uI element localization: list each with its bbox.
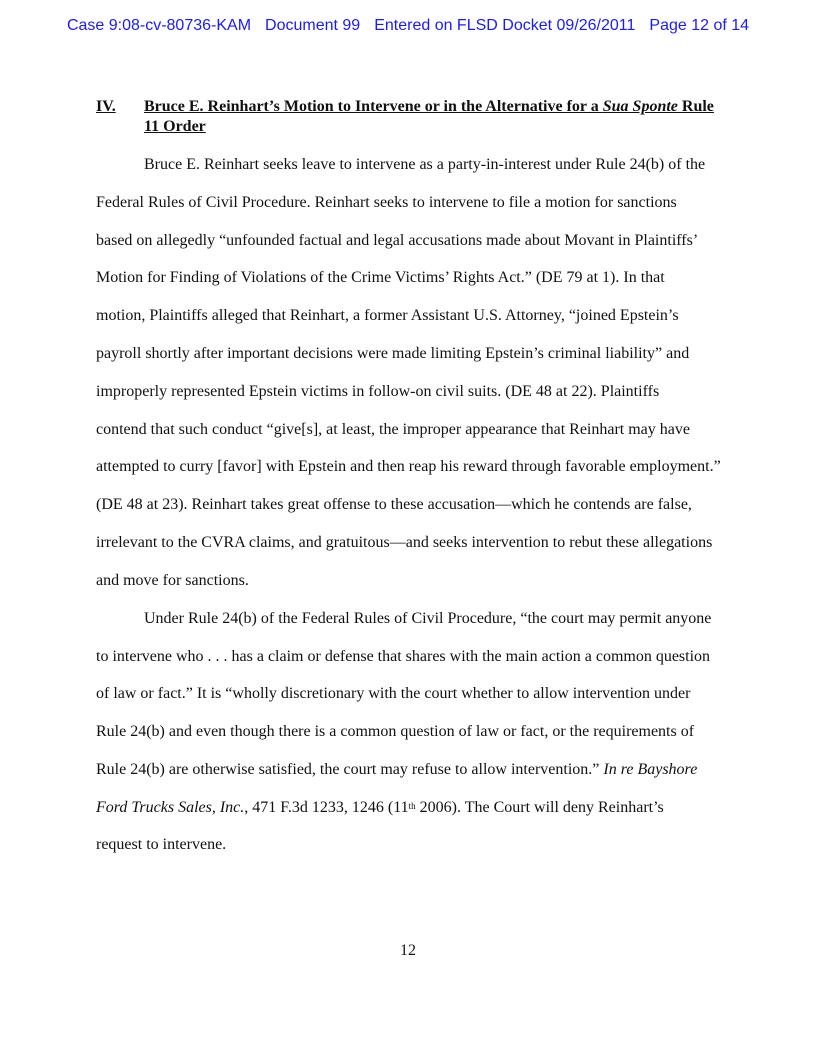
paragraph-line: attempted to curry [favor] with Epstein and then reap his reward through favorable employment.” <box>96 458 721 475</box>
paragraph-line: to intervene who . . . has a claim or defense that shares with the main action a common question <box>96 648 711 665</box>
paragraph-line: (DE 48 at 23). Reinhart takes great offense to these accusation—which he contends are false, <box>96 496 692 513</box>
paragraph-line: Rule 24(b) are otherwise satisfied, the court may refuse to allow intervention.” In re Bayshore <box>96 761 698 778</box>
case-citation-name: In re Bayshore <box>603 761 698 778</box>
paragraph-line: Under Rule 24(b) of the Federal Rules of Civil Procedure, “the court may permit anyone <box>144 610 712 627</box>
paragraph-line: Rule 24(b) and even though there is a common question of law or fact, or the requirements of <box>96 723 695 740</box>
paragraph-line: based on allegedly “unfounded factual and legal accusations made about Movant in Plaintiffs’ <box>96 232 699 249</box>
page-of: Page 12 of 14 <box>649 17 750 34</box>
paragraph-line: Bruce E. Reinhart seeks leave to intervene as a party-in-interest under Rule 24(b) of the <box>144 156 706 173</box>
paragraph-line: irrelevant to the CVRA claims, and gratuitous—and seeks intervention to rebut these allegations <box>96 534 713 551</box>
case-citation-name-cont: Ford Trucks Sales, Inc. <box>96 799 245 816</box>
paragraph-line: contend that such conduct “give[s], at least, the improper appearance that Reinhart may have <box>96 421 690 438</box>
paragraph-line: Motion for Finding of Violations of the Crime Victims’ Rights Act.” (DE 79 at 1). In that <box>96 269 665 286</box>
section-title: Bruce E. Reinhart’s Motion to Intervene or in the Alternative for a Sua Sponte Rule 11 Order <box>144 98 714 135</box>
docket-header <box>0 17 816 35</box>
paragraph-line: Federal Rules of Civil Procedure. Reinhart seeks to intervene to file a motion for sanctions <box>96 194 677 211</box>
case-number: Case 9:08-cv-80736-KAM <box>66 17 252 34</box>
paragraph-line: of law or fact.” It is “wholly discretionary with the court whether to allow intervention under <box>96 685 691 702</box>
docket-entry: Entered on FLSD Docket 09/26/2011 <box>374 17 636 34</box>
paragraph-line: and move for sanctions. <box>96 572 249 589</box>
paragraph-line: motion, Plaintiffs alleged that Reinhart, a former Assistant U.S. Attorney, “joined Epstein’s <box>96 307 679 324</box>
paragraph-line: improperly represented Epstein victims in follow-on civil suits. (DE 48 at 22). Plaintiffs <box>96 383 660 400</box>
paragraph-line: payroll shortly after important decisions were made limiting Epstein’s criminal liability” and <box>96 345 690 362</box>
section-number: IV. <box>96 98 116 115</box>
paragraph-line: Ford Trucks Sales, Inc., 471 F.3d 1233, 1246 (11th 2006). The Court will deny Reinhart’s <box>96 799 664 816</box>
document-number: Document 99 <box>265 17 361 34</box>
page-number: 12 <box>400 942 416 959</box>
superscript: th <box>408 801 416 811</box>
paragraph-line: request to intervene. <box>96 836 227 853</box>
